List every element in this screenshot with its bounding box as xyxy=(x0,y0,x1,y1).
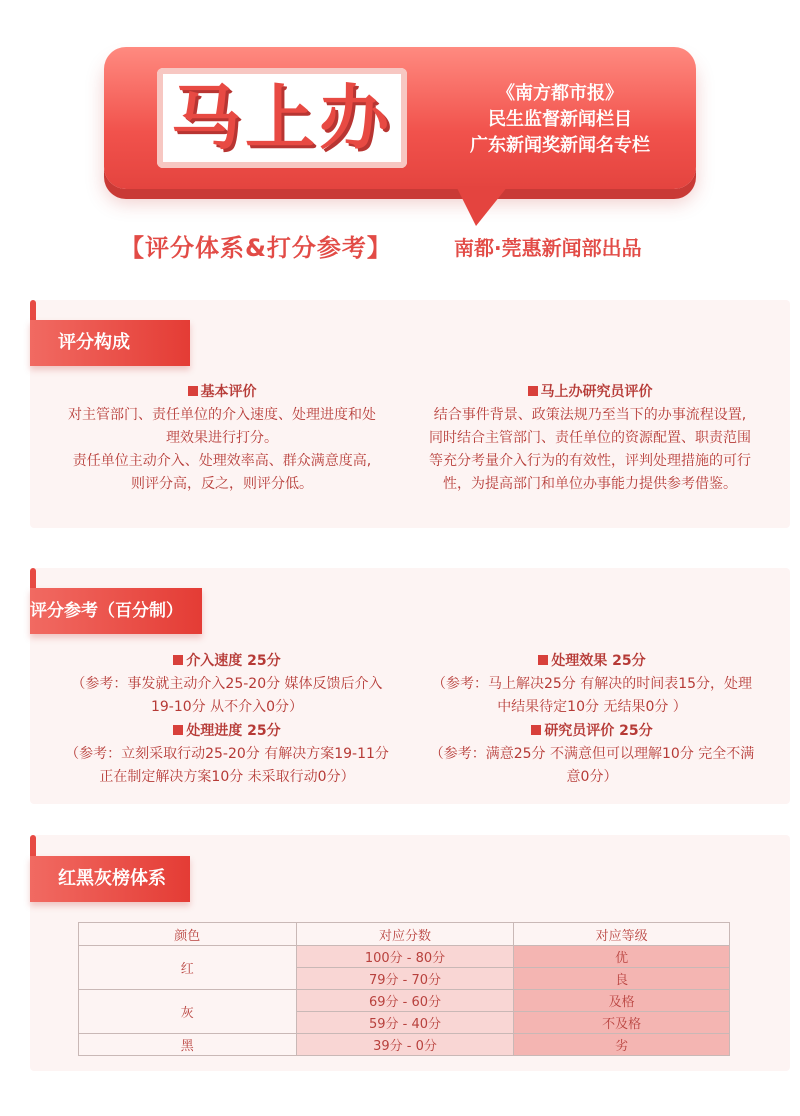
basic-eval-block xyxy=(52,381,392,496)
rank-table xyxy=(78,922,730,1056)
grade-cell: 不及格 xyxy=(514,1012,730,1034)
researcher-eval-line: 结合事件背景、政策法规乃至当下的办事流程设置, xyxy=(433,407,747,423)
grade-cell: 及格 xyxy=(514,990,730,1012)
table-header-row xyxy=(79,923,730,946)
section-title-1: 评分构成 xyxy=(30,320,190,366)
score-item-line: 意0分） xyxy=(566,769,618,785)
bullet-square-icon xyxy=(538,655,548,665)
score-item-line: （参考：立刻采取行动25-20分 有解决方案19-11分 xyxy=(65,746,389,762)
basic-eval-line: 责任单位主动介入、处理效率高、群众满意度高, xyxy=(72,453,372,469)
score-item-heading: 介入速度 25分 xyxy=(186,653,281,669)
score-item xyxy=(412,650,772,719)
score-item-line: 中结果待定10分 无结果0分 ） xyxy=(497,699,687,715)
section-title-2: 评分参考（百分制） xyxy=(30,588,202,634)
bullet-square-icon xyxy=(173,725,183,735)
color-cell: 黑 xyxy=(79,1034,297,1056)
score-cell: 59分 - 40分 xyxy=(296,1012,514,1034)
table-row xyxy=(79,990,730,1012)
table-header-cell: 对应等级 xyxy=(514,923,730,946)
subtitle-tag: 【评分体系&打分参考】 xyxy=(120,234,392,262)
basic-eval-line: 对主管部门、责任单位的介入速度、处理进度和处 xyxy=(68,407,376,423)
score-cell: 100分 - 80分 xyxy=(296,946,514,968)
color-cell: 灰 xyxy=(79,990,297,1034)
score-item-heading: 研究员评价 25分 xyxy=(544,723,653,739)
score-item-line: 19-10分 从不介入0分） xyxy=(150,699,304,715)
score-item xyxy=(52,650,402,719)
grade-cell: 劣 xyxy=(514,1034,730,1056)
score-cell: 69分 - 60分 xyxy=(296,990,514,1012)
score-item-line: （参考：事发就主动介入25-20分 媒体反馈后介入 xyxy=(71,676,383,692)
bullet-square-icon xyxy=(173,655,183,665)
score-cell: 79分 - 70分 xyxy=(296,968,514,990)
header-line-2: 民生监督新闻栏目 xyxy=(488,109,632,130)
publisher-tag: 南都·莞惠新闻部出品 xyxy=(454,236,642,260)
grade-cell: 良 xyxy=(514,968,730,990)
grade-cell: 优 xyxy=(514,946,730,968)
researcher-eval-block xyxy=(410,381,770,496)
section-title-3: 红黑灰榜体系 xyxy=(30,856,190,902)
researcher-eval-line: 性，为提高部门和单位办事能力提供参考借鉴。 xyxy=(443,476,737,492)
table-row xyxy=(79,946,730,968)
researcher-eval-line: 等充分考量介入行为的有效性，评判处理措施的可行 xyxy=(429,453,751,469)
table-header-cell: 对应分数 xyxy=(296,923,514,946)
basic-eval-line: 则评分高，反之，则评分低。 xyxy=(131,476,313,492)
score-item-heading: 处理进度 25分 xyxy=(186,723,281,739)
bullet-square-icon xyxy=(531,725,541,735)
header-line-1: 《南方都市报》 xyxy=(497,83,623,104)
color-cell: 红 xyxy=(79,946,297,990)
basic-eval-line: 理效果进行打分。 xyxy=(166,430,278,446)
score-item-line: 正在制定解决方案10分 未采取行动0分） xyxy=(99,769,355,785)
bullet-square-icon xyxy=(188,386,198,396)
header-line-3: 广东新闻奖新闻名专栏 xyxy=(470,135,650,156)
score-item-heading: 处理效果 25分 xyxy=(551,653,646,669)
researcher-eval-heading: 马上办研究员评价 xyxy=(540,384,653,400)
researcher-eval-line: 同时结合主管部门、责任单位的资源配置、职责范围 xyxy=(429,430,751,446)
basic-eval-heading: 基本评价 xyxy=(200,384,257,400)
score-item-line: （参考：满意25分 不满意但可以理解10分 完全不满 xyxy=(429,746,755,762)
table-header-cell: 颜色 xyxy=(79,923,297,946)
table-row xyxy=(79,1034,730,1056)
score-item-line: （参考：马上解决25分 有解决的时间表15分，处理 xyxy=(431,676,753,692)
score-item xyxy=(52,720,402,789)
bullet-square-icon xyxy=(528,386,538,396)
banner-tail xyxy=(456,186,508,226)
score-item xyxy=(412,720,772,789)
score-cell: 39分 - 0分 xyxy=(296,1034,514,1056)
logo-title: 马上办 xyxy=(171,77,393,159)
